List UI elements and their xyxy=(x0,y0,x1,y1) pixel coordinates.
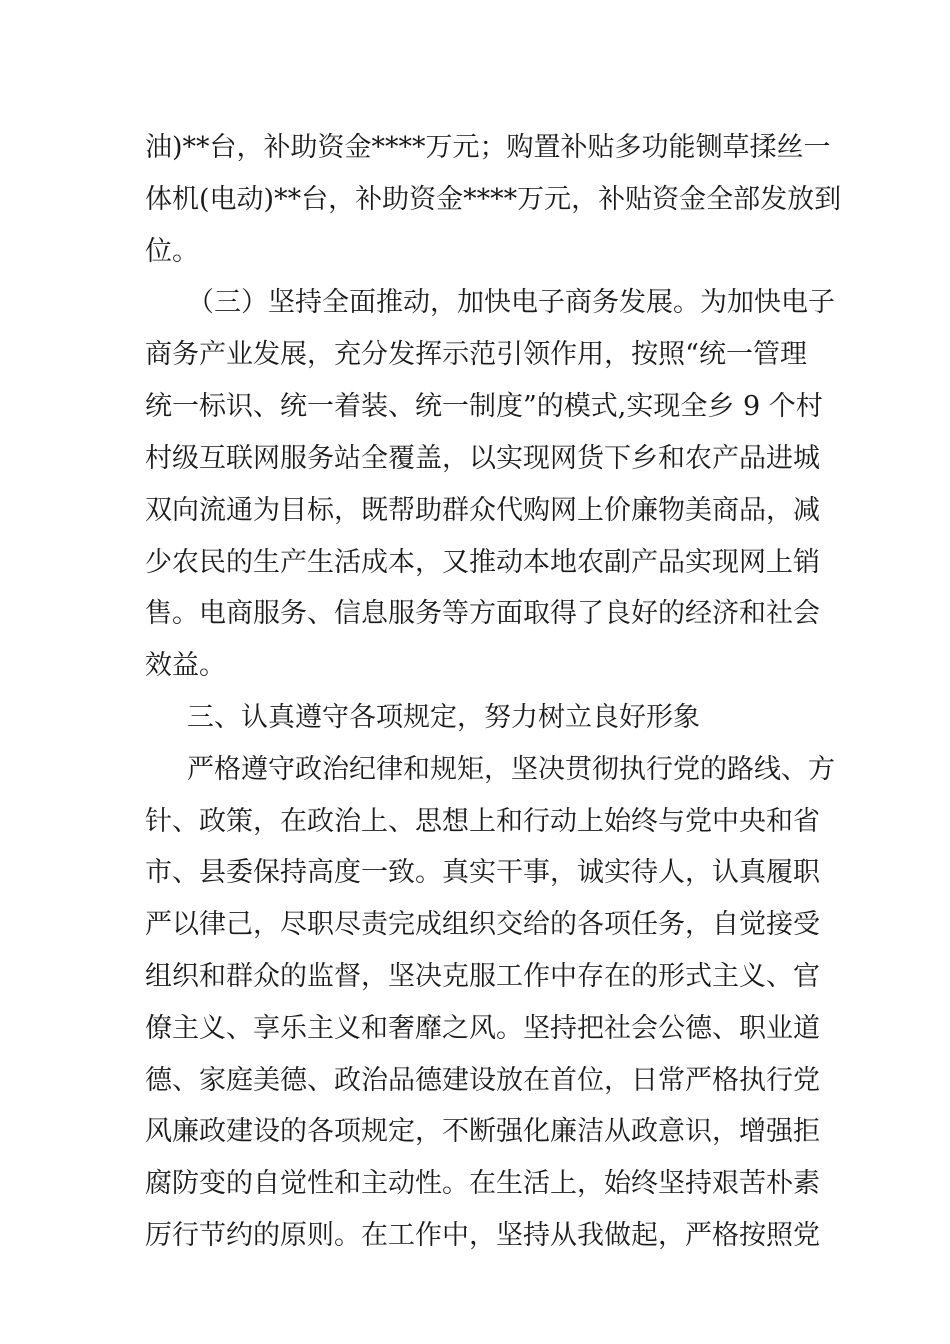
text-line: 针、政策，在政治上、思想上和行动上始终与党中央和省 xyxy=(145,806,820,837)
text-line: 效益。 xyxy=(145,650,226,681)
text-line: 严以律己，尽职尽责完成组织交给的各项任务，自觉接受 xyxy=(145,909,820,940)
text-line: 售。电商服务、信息服务等方面取得了良好的经济和社会 xyxy=(145,598,820,629)
text-line: 位。 xyxy=(145,236,199,267)
text-line: 市、县委保持高度一致。真实干事，诚实待人，认真履职 xyxy=(145,857,820,888)
section-heading: 三、认真遵守各项规定，努力树立良好形象 xyxy=(187,702,700,733)
text-line: 风廉政建设的各项规定，不断强化廉洁从政意识，增强拒 xyxy=(145,1116,820,1147)
text-line: 少农民的生产生活成本，又推动本地农副产品实现网上销 xyxy=(145,547,820,578)
section-heading-line: （三）坚持全面推动，加快电子商务发展。为加快电子 xyxy=(187,287,835,318)
text-line: 村级互联网服务站全覆盖，以实现网货下乡和农产品进城 xyxy=(145,443,820,474)
text-line: 僚主义、享乐主义和奢靡之风。坚持把社会公德、职业道 xyxy=(145,1013,820,1044)
text-line: 腐防变的自觉性和主动性。在生活上，始终坚持艰苦朴素 xyxy=(145,1168,820,1199)
text-line: 体机(电动)**台，补助资金****万元，补贴资金全部发放到 xyxy=(145,184,842,215)
paragraph-start-line: 严格遵守政治纪律和规矩，坚决贯彻执行党的路线、方 xyxy=(187,754,835,785)
text-line: 组织和群众的监督，坚决克服工作中存在的形式主义、官 xyxy=(145,961,820,992)
text-line: 双向流通为目标，既帮助群众代购网上价廉物美商品，减 xyxy=(145,495,820,526)
text-line: 统一标识、统一着装、统一制度”的模式,实现全乡 9 个村 xyxy=(145,391,823,422)
text-line: 厉行节约的原则。在工作中，坚持从我做起，严格按照党 xyxy=(145,1220,820,1251)
text-line: 德、家庭美德、政治品德建设放在首位，日常严格执行党 xyxy=(145,1065,820,1096)
text-line: 商务产业发展，充分发挥示范引领作用，按照“统一管理 xyxy=(145,339,807,370)
text-line: 油)**台，补助资金****万元；购置补贴多功能铡草揉丝一 xyxy=(145,132,831,163)
